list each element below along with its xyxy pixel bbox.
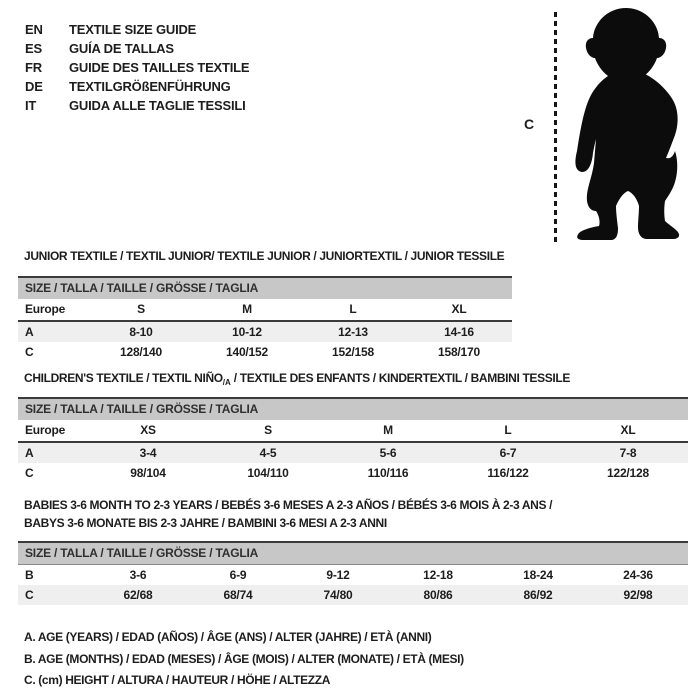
table-cell: 9-12 (326, 568, 350, 582)
row-label: C (25, 466, 34, 480)
table-cell: 158/170 (438, 345, 480, 359)
table-cell: 4-5 (259, 446, 277, 460)
table-cell: 3-6 (129, 568, 147, 582)
row-label: A (25, 446, 34, 460)
babies-size-table (18, 541, 688, 605)
babies-title-line1: BABIES 3-6 MONTH TO 2-3 YEARS / BEBÉS 3-6 MESES A 2-3 AÑOS / BÉBÉS 3-6 MOIS À 2-3 ANS / (24, 498, 553, 512)
table-cell: 74/80 (323, 588, 353, 602)
table-cell: L (349, 302, 357, 316)
row-label: A (25, 325, 34, 339)
table-cell: 122/128 (607, 466, 649, 480)
lang-label: GUÍA DE TALLAS (69, 41, 174, 56)
table-cell: S (264, 423, 272, 437)
legend-line-b: B. AGE (MONTHS) / EDAD (MESES) / ÂGE (MOIS) / ALTER (MONATE) / ETÀ (MESI) (24, 651, 464, 666)
lang-code: IT (25, 98, 37, 113)
height-measure-dashed-line (554, 12, 557, 242)
children-section-title (24, 371, 570, 385)
measure-legend (24, 627, 464, 692)
table-cell: 18-24 (523, 568, 553, 582)
children-size-table (18, 397, 688, 483)
table-cell: 80/86 (423, 588, 453, 602)
table-cell: 86/92 (523, 588, 553, 602)
table-cell: 140/152 (226, 345, 268, 359)
size-header-bar: SIZE / TALLA / TAILLE / GRÖSSE / TAGLIA (18, 278, 512, 299)
table-row-height-cm (18, 585, 688, 605)
table-cell: 62/68 (123, 588, 153, 602)
children-title-pre: CHILDREN'S TEXTILE / TEXTIL NIÑO (24, 371, 223, 385)
lang-row-en (25, 20, 249, 39)
table-cell: 6-9 (229, 568, 247, 582)
language-title-list (25, 20, 249, 115)
junior-section-title: JUNIOR TEXTILE / TEXTIL JUNIOR/ TEXTILE JUNIOR / JUNIORTEXTIL / JUNIOR TESSILE (24, 249, 505, 263)
legend-line-a: A. AGE (YEARS) / EDAD (AÑOS) / ÂGE (ANS) / ALTER (JAHRE) / ETÀ (ANNI) (24, 630, 432, 644)
table-cell: XL (451, 302, 467, 316)
junior-size-table (18, 276, 512, 362)
table-cell: 92/98 (623, 588, 653, 602)
table-cell: 98/104 (130, 466, 166, 480)
table-cell: M (242, 302, 252, 316)
table-row-europe (18, 420, 688, 443)
table-cell: 3-4 (139, 446, 157, 460)
table-row-age-years (18, 322, 512, 342)
row-label: Europe (25, 302, 66, 316)
row-label: B (25, 568, 34, 582)
children-title-sub: /A (222, 378, 231, 387)
table-cell: 8-10 (129, 325, 153, 339)
row-label: Europe (25, 423, 66, 437)
row-label: C (25, 345, 34, 359)
table-row-height-cm (18, 463, 688, 483)
lang-label: GUIDA ALLE TAGLIE TESSILI (69, 98, 246, 113)
babies-title-line2: BABYS 3-6 MONATE BIS 2-3 JAHRE / BAMBINI 3-6 MESI A 2-3 ANNI (24, 515, 387, 530)
table-cell: M (383, 423, 393, 437)
lang-label: TEXTILE SIZE GUIDE (69, 22, 197, 37)
table-cell: 7-8 (619, 446, 637, 460)
lang-row-it (25, 96, 249, 115)
table-cell: 128/140 (120, 345, 162, 359)
table-row-europe (18, 299, 512, 322)
table-cell: 152/158 (332, 345, 374, 359)
size-header-bar: SIZE / TALLA / TAILLE / GRÖSSE / TAGLIA (18, 543, 688, 565)
table-cell: XS (140, 423, 156, 437)
row-label: C (25, 588, 34, 602)
table-row-height-cm (18, 342, 512, 362)
lang-code: FR (25, 60, 42, 75)
lang-code: EN (25, 22, 43, 37)
lang-row-fr (25, 58, 249, 77)
table-cell: XL (620, 423, 636, 437)
table-cell: 10-12 (232, 325, 262, 339)
size-header-bar: SIZE / TALLA / TAILLE / GRÖSSE / TAGLIA (18, 399, 688, 420)
table-cell: 6-7 (499, 446, 517, 460)
lang-label: TEXTILGRÖßENFÜHRUNG (69, 79, 231, 94)
table-cell: 24-36 (623, 568, 653, 582)
table-cell: 110/116 (367, 466, 409, 480)
lang-label: GUIDE DES TAILLES TEXTILE (69, 60, 250, 75)
table-cell: 68/74 (223, 588, 253, 602)
table-cell: 5-6 (379, 446, 397, 460)
lang-row-de (25, 77, 249, 96)
children-title-post: / TEXTILE DES ENFANTS / KINDERTEXTIL / BAMBINI TESSILE (230, 371, 571, 385)
lang-code: DE (25, 79, 43, 94)
table-cell: 104/110 (247, 466, 289, 480)
table-row-age-years (18, 443, 688, 463)
legend-line-c: C. (cm) HEIGHT / ALTURA / HAUTEUR / HÖHE / ALTEZZA (24, 673, 331, 687)
table-cell: 116/122 (487, 466, 529, 480)
babies-section-title (24, 497, 552, 532)
table-cell: 12-13 (338, 325, 368, 339)
table-cell: 14-16 (444, 325, 474, 339)
lang-code: ES (25, 41, 42, 56)
table-cell: L (504, 423, 512, 437)
height-measure-label: C (524, 116, 534, 132)
table-cell: S (137, 302, 145, 316)
lang-row-es (25, 39, 249, 58)
table-row-age-months (18, 565, 688, 585)
table-cell: 12-18 (423, 568, 453, 582)
toddler-silhouette-icon (561, 5, 695, 241)
